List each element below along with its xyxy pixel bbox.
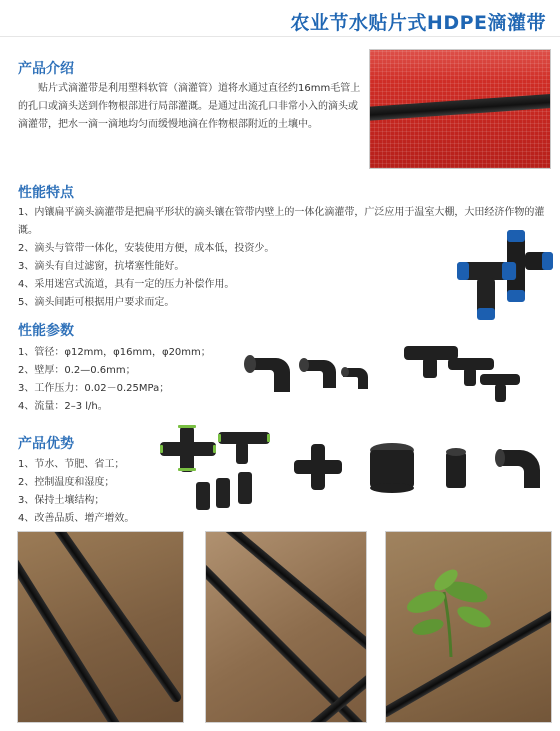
page-title: 农业节水贴片式HDPE滴灌带 [290, 12, 546, 34]
advantage-item: 2、控制温度和湿度； [18, 477, 115, 488]
black-tee-fittings-photo [398, 340, 533, 410]
param-item: 1、管径：φ12mm，φ16mm，φ20mm； [18, 347, 211, 358]
feature-item: 2、滴头与管带一体化，安装使用方便，成本低，投资少。 [18, 243, 275, 254]
green-ring-fittings-photo [156, 422, 274, 514]
drip-tape-with-seedling-photo [386, 532, 551, 722]
features-heading: 性能特点 [18, 185, 74, 201]
blue-tee-fittings-photo [452, 222, 557, 327]
seedling-icon [396, 562, 506, 662]
feature-item: 3、滴头有自过滤窗，抗堵塞性能好。 [18, 261, 185, 272]
intro-text: 贴片式滴灌带是利用塑料软管（滴灌管）道将水通过直径约16mm毛管上的孔口或滴头送到作物根部进行局部灌溉。是通过出流孔口非常小入的滴头或滴灌带，把水一滴一滴地均匀而缓慢地滴在作物根部附近的土壤中。 [18, 83, 361, 130]
param-item: 4、流量：2–3 l/h。 [18, 401, 108, 412]
feature-item: 1、内镶扁平滴头滴灌带是把扁平形状的滴头镶在管带内壁上的一体化滴灌带，广泛应用于温室大棚，大田经济作物的灌溉。 [18, 207, 545, 236]
params-heading: 性能参数 [18, 323, 74, 339]
drip-tape-in-soil-photo-1 [18, 532, 183, 722]
feature-item: 4、采用迷宫式流道，具有一定的压力补偿作用。 [18, 279, 235, 290]
drip-tape-line [18, 557, 138, 722]
drip-tape-pipe [370, 93, 550, 122]
advantages-list [18, 456, 134, 528]
feature-item: 5、滴头间距可根据用户要求而定。 [18, 297, 175, 308]
drip-tape-in-soil-photo-2 [206, 532, 366, 722]
title-divider [0, 36, 560, 37]
advantage-item: 1、节水、节肥、省工； [18, 459, 125, 470]
param-item: 2、壁厚：0.2—0.6mm； [18, 365, 136, 376]
drip-tape-on-red-mesh-photo [370, 50, 550, 168]
black-elbow-fittings-photo [240, 338, 380, 400]
advantage-item: 4、改善品质、增产增效。 [18, 513, 135, 524]
param-item: 3、工作压力：0.02－0.25MPa； [18, 383, 170, 394]
params-list [18, 344, 211, 416]
advantages-heading: 产品优势 [18, 436, 74, 452]
connector-fittings-photo [292, 440, 554, 496]
drip-tape-line [43, 532, 183, 704]
intro-heading: 产品介绍 [18, 61, 74, 77]
advantage-item: 3、保持土壤结构； [18, 495, 105, 506]
